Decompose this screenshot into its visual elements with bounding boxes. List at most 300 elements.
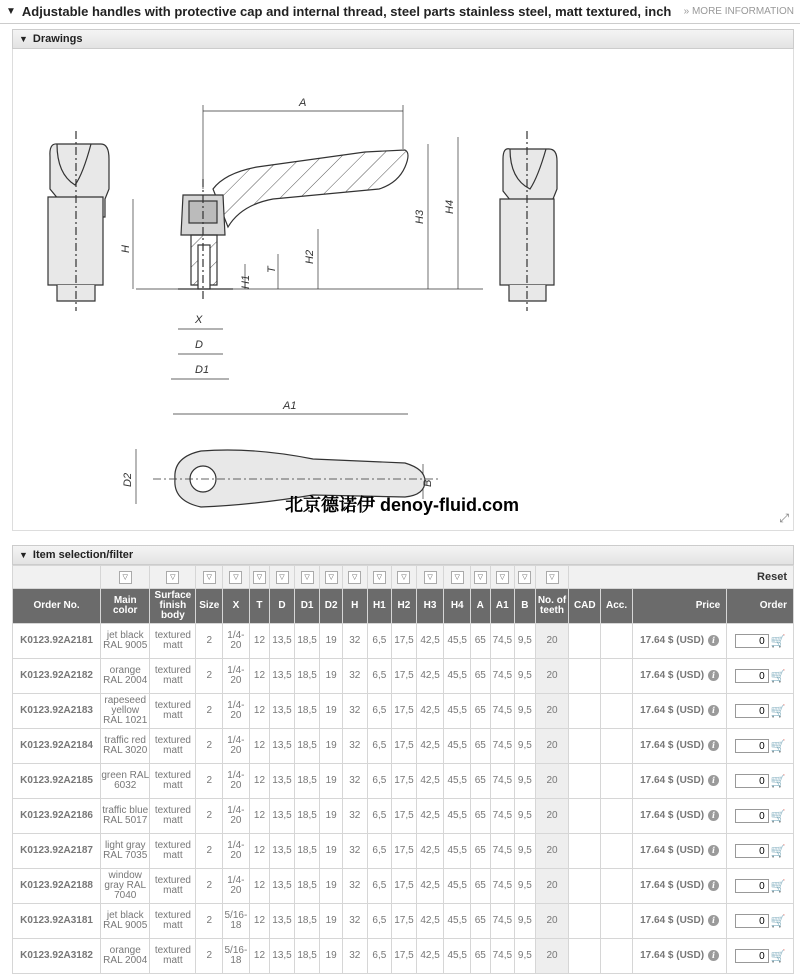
order-cell xyxy=(727,729,794,764)
expand-icon[interactable]: ⤢ xyxy=(779,511,789,525)
col-header[interactable]: Acc. xyxy=(601,589,633,624)
info-icon[interactable]: i xyxy=(708,845,719,856)
price: 17.64 $ (USD) xyxy=(640,775,705,787)
quantity-input[interactable] xyxy=(735,669,769,683)
cart-icon[interactable]: 🛒 xyxy=(770,634,786,648)
table-row[interactable] xyxy=(13,694,794,729)
drawings-panel xyxy=(12,49,794,531)
dim-h: 32 xyxy=(342,869,367,904)
main-color: window gray RAL 7040 xyxy=(101,869,150,904)
order-cell xyxy=(727,764,794,799)
info-icon[interactable]: i xyxy=(708,915,719,926)
order-number[interactable]: K0123.92A2188 xyxy=(13,869,101,904)
dim-t: 12 xyxy=(249,834,269,869)
size: 2 xyxy=(196,764,223,799)
dim-h2: 17,5 xyxy=(392,904,417,939)
main-color: orange RAL 2004 xyxy=(101,659,150,694)
cart-icon[interactable]: 🛒 xyxy=(770,739,786,753)
thread-x: 1/4-20 xyxy=(223,659,250,694)
price: 17.64 $ (USD) xyxy=(640,705,705,717)
order-number[interactable]: K0123.92A2186 xyxy=(13,799,101,834)
col-header[interactable]: H xyxy=(342,589,367,624)
dim-h2: 17,5 xyxy=(392,869,417,904)
info-icon[interactable]: i xyxy=(708,670,719,681)
dim-h: 32 xyxy=(342,834,367,869)
dim-d: 13,5 xyxy=(270,799,295,834)
size: 2 xyxy=(196,939,223,974)
dim-a1: 74,5 xyxy=(490,764,515,799)
dim-h: 32 xyxy=(342,799,367,834)
dim-t: 12 xyxy=(249,939,269,974)
dim-a1: 74,5 xyxy=(490,939,515,974)
surface-finish: textured matt xyxy=(150,764,196,799)
teeth-count: 20 xyxy=(535,939,569,974)
dim-a1: 74,5 xyxy=(490,694,515,729)
dim-h1: 6,5 xyxy=(367,939,392,974)
dim-t: 12 xyxy=(249,799,269,834)
dim-h: 32 xyxy=(342,904,367,939)
dim-b: 9,5 xyxy=(515,939,535,974)
order-number[interactable]: K0123.92A2184 xyxy=(13,729,101,764)
col-header[interactable]: B xyxy=(515,589,535,624)
table-row[interactable] xyxy=(13,659,794,694)
svg-text:H1: H1 xyxy=(240,274,252,289)
filter-dropdown-icon[interactable]: ▽ xyxy=(373,571,386,584)
dim-h2: 17,5 xyxy=(392,799,417,834)
dim-a: 65 xyxy=(471,624,490,659)
dim-h4: 45,5 xyxy=(444,694,471,729)
acc-cell xyxy=(601,799,633,834)
dim-h2: 17,5 xyxy=(392,834,417,869)
surface-finish: textured matt xyxy=(150,834,196,869)
quantity-input[interactable] xyxy=(735,914,769,928)
cad-cell xyxy=(569,939,601,974)
dim-h3: 42,5 xyxy=(416,869,444,904)
quantity-input[interactable] xyxy=(735,704,769,718)
col-header[interactable]: Surface finish body xyxy=(150,589,196,624)
teeth-count: 20 xyxy=(535,834,569,869)
price-cell xyxy=(632,624,726,659)
surface-finish: textured matt xyxy=(150,659,196,694)
table-row[interactable] xyxy=(13,764,794,799)
table-row[interactable] xyxy=(13,834,794,869)
dim-a: 65 xyxy=(471,764,490,799)
technical-drawing xyxy=(13,49,794,531)
dim-d1: 18,5 xyxy=(294,729,320,764)
collapse-triangle-icon[interactable]: ▼ xyxy=(19,550,28,560)
dim-t: 12 xyxy=(249,764,269,799)
dim-b: 9,5 xyxy=(515,694,535,729)
size: 2 xyxy=(196,659,223,694)
order-number[interactable]: K0123.92A2181 xyxy=(13,624,101,659)
order-cell xyxy=(727,694,794,729)
dim-h4: 45,5 xyxy=(444,834,471,869)
info-icon[interactable]: i xyxy=(708,705,719,716)
main-color: jet black RAL 9005 xyxy=(101,904,150,939)
dim-a: 65 xyxy=(471,799,490,834)
svg-text:H3: H3 xyxy=(414,209,426,224)
price: 17.64 $ (USD) xyxy=(640,670,705,682)
filter-dropdown-icon[interactable]: ▽ xyxy=(119,571,132,584)
filter-dropdown-icon[interactable]: ▽ xyxy=(474,571,487,584)
size: 2 xyxy=(196,869,223,904)
dim-h2: 17,5 xyxy=(392,764,417,799)
dim-b: 9,5 xyxy=(515,834,535,869)
dim-d1: 18,5 xyxy=(294,869,320,904)
price: 17.64 $ (USD) xyxy=(640,845,705,857)
teeth-count: 20 xyxy=(535,799,569,834)
dim-h1: 6,5 xyxy=(367,904,392,939)
col-header[interactable]: CAD xyxy=(569,589,601,624)
drawings-section-header[interactable] xyxy=(12,29,794,49)
dim-h4: 45,5 xyxy=(444,624,471,659)
acc-cell xyxy=(601,729,633,764)
svg-text:B: B xyxy=(422,479,434,487)
dim-h4: 45,5 xyxy=(444,939,471,974)
dim-h4: 45,5 xyxy=(444,799,471,834)
dim-a1: 74,5 xyxy=(490,799,515,834)
dim-d2: 19 xyxy=(320,694,343,729)
dim-b: 9,5 xyxy=(515,624,535,659)
dim-t: 12 xyxy=(249,694,269,729)
side-view-right xyxy=(500,131,557,311)
dim-h4: 45,5 xyxy=(444,729,471,764)
item-rows xyxy=(13,624,794,974)
dim-a: 65 xyxy=(471,904,490,939)
dim-h2: 17,5 xyxy=(392,659,417,694)
order-cell xyxy=(727,869,794,904)
teeth-count: 20 xyxy=(535,694,569,729)
dim-d2: 19 xyxy=(320,834,343,869)
dim-a: 65 xyxy=(471,939,490,974)
item-selection-header[interactable] xyxy=(12,545,794,565)
dim-a1: 74,5 xyxy=(490,659,515,694)
filter-dropdown-icon[interactable]: ▽ xyxy=(166,571,179,584)
col-header[interactable]: Price xyxy=(632,589,726,624)
info-icon[interactable]: i xyxy=(708,880,719,891)
dim-t: 12 xyxy=(249,904,269,939)
dim-d1: 18,5 xyxy=(294,764,320,799)
dim-h1: 6,5 xyxy=(367,624,392,659)
order-number[interactable]: K0123.92A2187 xyxy=(13,834,101,869)
col-header[interactable]: No. of teeth xyxy=(535,589,569,624)
price: 17.64 $ (USD) xyxy=(640,915,705,927)
dim-h2: 17,5 xyxy=(392,624,417,659)
acc-cell xyxy=(601,624,633,659)
info-icon[interactable]: i xyxy=(708,775,719,786)
drawings-title: Drawings xyxy=(32,33,83,45)
header-row xyxy=(13,589,794,624)
size: 2 xyxy=(196,624,223,659)
dim-t: 12 xyxy=(249,624,269,659)
dim-h4: 45,5 xyxy=(444,904,471,939)
quantity-input[interactable] xyxy=(735,809,769,823)
dim-h: 32 xyxy=(342,624,367,659)
size: 2 xyxy=(196,729,223,764)
svg-text:H: H xyxy=(120,245,132,253)
price-cell xyxy=(632,869,726,904)
dim-t: 12 xyxy=(249,659,269,694)
dim-a1: 74,5 xyxy=(490,904,515,939)
col-header[interactable]: A xyxy=(471,589,490,624)
thread-x: 1/4-20 xyxy=(223,694,250,729)
dim-h3: 42,5 xyxy=(416,729,444,764)
teeth-count: 20 xyxy=(535,659,569,694)
price-cell xyxy=(632,904,726,939)
table-row[interactable] xyxy=(13,624,794,659)
filter-dropdown-icon[interactable]: ▽ xyxy=(496,571,509,584)
table-row[interactable] xyxy=(13,904,794,939)
dim-h3: 42,5 xyxy=(416,624,444,659)
dim-d1: 18,5 xyxy=(294,624,320,659)
col-header[interactable]: A1 xyxy=(490,589,515,624)
dim-d2: 19 xyxy=(320,624,343,659)
col-header[interactable]: Order No. xyxy=(13,589,101,624)
thread-x: 1/4-20 xyxy=(223,869,250,904)
filter-dropdown-icon[interactable]: ▽ xyxy=(348,571,361,584)
col-header[interactable]: H4 xyxy=(444,589,471,624)
dim-d: 13,5 xyxy=(270,834,295,869)
dim-b: 9,5 xyxy=(515,659,535,694)
dim-h3: 42,5 xyxy=(416,834,444,869)
dim-d2: 19 xyxy=(320,764,343,799)
order-cell xyxy=(727,834,794,869)
dim-a1: 74,5 xyxy=(490,729,515,764)
col-header[interactable]: Main color xyxy=(101,589,150,624)
col-header[interactable]: T xyxy=(249,589,269,624)
dim-h2: 17,5 xyxy=(392,729,417,764)
col-header[interactable]: Order xyxy=(727,589,794,624)
dim-h3: 42,5 xyxy=(416,694,444,729)
thread-x: 1/4-20 xyxy=(223,799,250,834)
thread-x: 1/4-20 xyxy=(223,764,250,799)
thread-x: 1/4-20 xyxy=(223,729,250,764)
surface-finish: textured matt xyxy=(150,904,196,939)
col-header[interactable]: H3 xyxy=(416,589,444,624)
dim-b: 9,5 xyxy=(515,799,535,834)
col-header[interactable]: X xyxy=(223,589,250,624)
thread-x: 5/16-18 xyxy=(223,904,250,939)
dim-b: 9,5 xyxy=(515,764,535,799)
price-cell xyxy=(632,764,726,799)
svg-text:A1: A1 xyxy=(283,400,297,412)
cart-icon[interactable]: 🛒 xyxy=(770,704,786,718)
dim-d2: 19 xyxy=(320,799,343,834)
table-row[interactable] xyxy=(13,869,794,904)
cad-cell xyxy=(569,799,601,834)
dim-a: 65 xyxy=(471,869,490,904)
dim-h4: 45,5 xyxy=(444,764,471,799)
dim-a1: 74,5 xyxy=(490,834,515,869)
thread-x: 1/4-20 xyxy=(223,624,250,659)
filter-dropdown-icon[interactable]: ▽ xyxy=(325,571,338,584)
price: 17.64 $ (USD) xyxy=(640,950,705,962)
quantity-input[interactable] xyxy=(735,739,769,753)
price-cell xyxy=(632,799,726,834)
col-header[interactable]: Size xyxy=(196,589,223,624)
filter-dropdown-icon[interactable]: ▽ xyxy=(518,571,531,584)
dim-d1: 18,5 xyxy=(294,799,320,834)
cad-cell xyxy=(569,659,601,694)
quantity-input[interactable] xyxy=(735,949,769,963)
filter-dropdown-icon[interactable]: ▽ xyxy=(276,571,289,584)
info-icon[interactable]: i xyxy=(708,950,719,961)
order-number[interactable]: K0123.92A3182 xyxy=(13,939,101,974)
cad-cell xyxy=(569,729,601,764)
dim-d2: 19 xyxy=(320,729,343,764)
order-cell xyxy=(727,904,794,939)
filter-dropdown-icon[interactable]: ▽ xyxy=(546,571,559,584)
collapse-triangle-icon[interactable]: ▼ xyxy=(6,6,16,17)
teeth-count: 20 xyxy=(535,904,569,939)
dim-h: 32 xyxy=(342,939,367,974)
table-row[interactable] xyxy=(13,729,794,764)
price-cell xyxy=(632,834,726,869)
main-color: traffic red RAL 3020 xyxy=(101,729,150,764)
order-number[interactable]: K0123.92A2182 xyxy=(13,659,101,694)
table-row[interactable] xyxy=(13,939,794,974)
surface-finish: textured matt xyxy=(150,799,196,834)
price: 17.64 $ (USD) xyxy=(640,810,705,822)
cad-cell xyxy=(569,869,601,904)
col-header[interactable]: H1 xyxy=(367,589,392,624)
price-cell xyxy=(632,729,726,764)
filter-cell xyxy=(13,566,101,589)
main-color: green RAL 6032 xyxy=(101,764,150,799)
cart-icon[interactable]: 🛒 xyxy=(770,949,786,963)
dim-a: 65 xyxy=(471,659,490,694)
acc-cell xyxy=(601,904,633,939)
main-color: jet black RAL 9005 xyxy=(101,624,150,659)
filter-dropdown-icon[interactable]: ▽ xyxy=(229,571,242,584)
dim-d: 13,5 xyxy=(270,939,295,974)
col-header[interactable]: D1 xyxy=(294,589,320,624)
dim-h1: 6,5 xyxy=(367,694,392,729)
info-icon[interactable]: i xyxy=(708,635,719,646)
dim-h: 32 xyxy=(342,659,367,694)
more-information-link[interactable]: » MORE INFORMATION xyxy=(683,6,794,17)
col-header[interactable]: H2 xyxy=(392,589,417,624)
cart-icon[interactable]: 🛒 xyxy=(770,914,786,928)
table-row[interactable] xyxy=(13,799,794,834)
filter-dropdown-icon[interactable]: ▽ xyxy=(203,571,216,584)
dim-a: 65 xyxy=(471,834,490,869)
svg-text:H2: H2 xyxy=(304,249,316,264)
surface-finish: textured matt xyxy=(150,694,196,729)
acc-cell xyxy=(601,694,633,729)
main-color: orange RAL 2004 xyxy=(101,939,150,974)
dim-h3: 42,5 xyxy=(416,904,444,939)
filter-dropdown-icon[interactable]: ▽ xyxy=(397,571,410,584)
dim-t: 12 xyxy=(249,869,269,904)
dim-t: 12 xyxy=(249,729,269,764)
acc-cell xyxy=(601,764,633,799)
teeth-count: 20 xyxy=(535,764,569,799)
dim-d: 13,5 xyxy=(270,624,295,659)
quantity-input[interactable] xyxy=(735,844,769,858)
dim-a: 65 xyxy=(471,729,490,764)
col-header[interactable]: D2 xyxy=(320,589,343,624)
main-color: light gray RAL 7035 xyxy=(101,834,150,869)
main-color: rapeseed yellow RAL 1021 xyxy=(101,694,150,729)
dim-h1: 6,5 xyxy=(367,799,392,834)
dim-b: 9,5 xyxy=(515,869,535,904)
dim-h2: 17,5 xyxy=(392,694,417,729)
cart-icon[interactable]: 🛒 xyxy=(770,879,786,893)
quantity-input[interactable] xyxy=(735,634,769,648)
dim-d1: 18,5 xyxy=(294,904,320,939)
dim-h3: 42,5 xyxy=(416,764,444,799)
order-number[interactable]: K0123.92A2183 xyxy=(13,694,101,729)
price-cell xyxy=(632,939,726,974)
dim-d1: 18,5 xyxy=(294,939,320,974)
teeth-count: 20 xyxy=(535,624,569,659)
cart-icon[interactable]: 🛒 xyxy=(770,844,786,858)
dim-h: 32 xyxy=(342,764,367,799)
dim-h3: 42,5 xyxy=(416,659,444,694)
dim-h4: 45,5 xyxy=(444,659,471,694)
cart-icon[interactable]: 🛒 xyxy=(770,809,786,823)
price: 17.64 $ (USD) xyxy=(640,635,705,647)
dim-h: 32 xyxy=(342,694,367,729)
dim-d: 13,5 xyxy=(270,659,295,694)
col-header[interactable]: D xyxy=(270,589,295,624)
filter-dropdown-icon[interactable]: ▽ xyxy=(253,571,266,584)
price: 17.64 $ (USD) xyxy=(640,880,705,892)
filter-dropdown-icon[interactable]: ▽ xyxy=(424,571,437,584)
dim-d1: 18,5 xyxy=(294,694,320,729)
order-number[interactable]: K0123.92A2185 xyxy=(13,764,101,799)
dim-d: 13,5 xyxy=(270,904,295,939)
dim-d: 13,5 xyxy=(270,764,295,799)
order-cell xyxy=(727,799,794,834)
price-cell xyxy=(632,659,726,694)
reset-button[interactable]: Reset xyxy=(569,566,794,589)
collapse-triangle-icon[interactable]: ▼ xyxy=(19,34,28,44)
info-icon[interactable]: i xyxy=(708,810,719,821)
dim-h3: 42,5 xyxy=(416,939,444,974)
dim-a: 65 xyxy=(471,694,490,729)
cad-cell xyxy=(569,764,601,799)
order-cell xyxy=(727,624,794,659)
dim-h1: 6,5 xyxy=(367,869,392,904)
watermark: 北京德诺伊 denoy-fluid.com xyxy=(285,495,519,515)
cart-icon[interactable]: 🛒 xyxy=(770,774,786,788)
dim-b: 9,5 xyxy=(515,729,535,764)
size: 2 xyxy=(196,799,223,834)
info-icon[interactable]: i xyxy=(708,740,719,751)
item-table xyxy=(12,565,794,974)
quantity-input[interactable] xyxy=(735,879,769,893)
dim-h1: 6,5 xyxy=(367,764,392,799)
filter-dropdown-icon[interactable]: ▽ xyxy=(451,571,464,584)
dim-h1: 6,5 xyxy=(367,659,392,694)
dim-h2: 17,5 xyxy=(392,939,417,974)
cad-cell xyxy=(569,904,601,939)
cart-icon[interactable]: 🛒 xyxy=(770,669,786,683)
order-number[interactable]: K0123.92A3181 xyxy=(13,904,101,939)
dim-d2: 19 xyxy=(320,869,343,904)
svg-text:X: X xyxy=(195,314,203,326)
filter-dropdown-icon[interactable]: ▽ xyxy=(301,571,314,584)
dim-d1: 18,5 xyxy=(294,834,320,869)
dim-h3: 42,5 xyxy=(416,799,444,834)
teeth-count: 20 xyxy=(535,869,569,904)
price-cell xyxy=(632,694,726,729)
quantity-input[interactable] xyxy=(735,774,769,788)
cad-cell xyxy=(569,834,601,869)
svg-text:D2: D2 xyxy=(122,472,134,487)
